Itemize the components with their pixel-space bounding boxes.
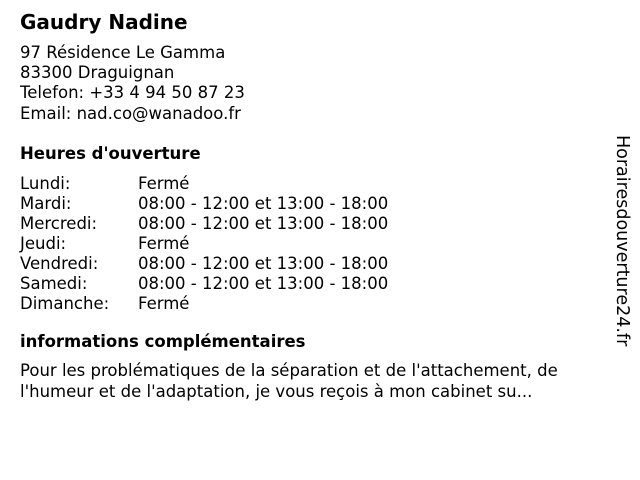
- hours-day: Lundi:: [20, 173, 71, 193]
- address-line-1: 97 Résidence Le Gamma: [20, 43, 226, 62]
- additional-info-text: Pour les problématiques de la séparation et de l'attachement, de l'humeur et de l'adaptation, je vous reçois à mon cabinet su...: [20, 361, 558, 401]
- phone-number: Telefon: +33 4 94 50 87 23: [20, 83, 245, 103]
- hours-time: 08:00 - 12:00 et 13:00 - 18:00: [138, 193, 389, 213]
- hours-time: Fermé: [138, 294, 190, 314]
- address-line-2: 83300 Draguignan: [20, 63, 175, 83]
- hours-time: Fermé: [138, 173, 190, 193]
- hours-time: 08:00 - 12:00 et 13:00 - 18:00: [138, 274, 389, 294]
- hours-day: Jeudi:: [20, 234, 67, 254]
- hours-row-saturday: [20, 274, 600, 294]
- opening-hours-table: [20, 174, 600, 315]
- business-name: Gaudry Nadine: [20, 10, 188, 34]
- hours-row-friday: [20, 254, 600, 274]
- hours-day: Mercredi:: [20, 214, 98, 233]
- hours-row-tuesday: [20, 194, 600, 214]
- hours-row-thursday: [20, 234, 600, 254]
- hours-day: Mardi:: [20, 193, 72, 213]
- hours-day: Samedi:: [20, 274, 88, 294]
- hours-time: 08:00 - 12:00 et 13:00 - 18:00: [138, 214, 389, 233]
- hours-row-wednesday: [20, 214, 600, 234]
- hours-row-sunday: [20, 294, 600, 314]
- hours-day: Dimanche:: [20, 294, 110, 314]
- hours-time: Fermé: [138, 234, 190, 254]
- opening-hours-heading: Heures d'ouverture: [20, 143, 201, 163]
- site-watermark: Horairesdouverture24.fr: [612, 135, 632, 347]
- additional-info-heading: informations complémentaires: [20, 332, 306, 352]
- hours-day: Vendredi:: [20, 254, 99, 274]
- business-card: [20, 10, 600, 402]
- hours-time: 08:00 - 12:00 et 13:00 - 18:00: [138, 254, 389, 274]
- hours-row-monday: [20, 174, 600, 194]
- email-address: Email: nad.co@wanadoo.fr: [20, 103, 241, 123]
